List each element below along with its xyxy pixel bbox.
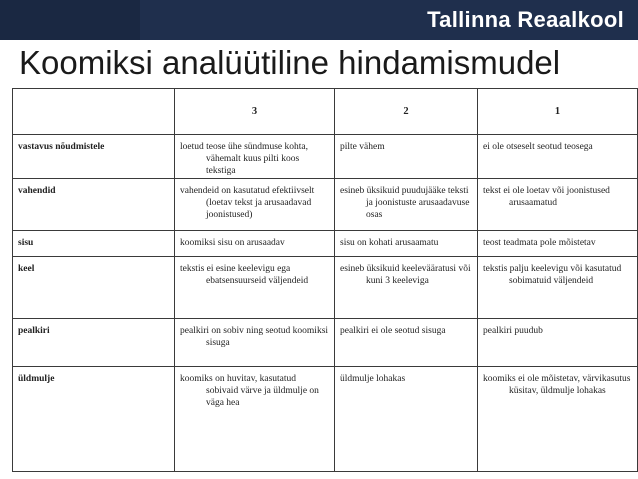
page-title: Koomiksi analüütiline hindamismudel [19, 44, 561, 81]
score-cell: vahendeid on kasutatud efektiivselt (loetav tekst ja arusaadavad joonistused) [175, 179, 335, 231]
score-cell: loetud teose ühe sündmuse kohta, vähemalt kuus pilti koos tekstiga [175, 135, 335, 179]
table-row [13, 231, 638, 257]
rubric-table [12, 88, 638, 472]
score-cell: koomiks ei ole mõistetav, värvikasutus küsitav, üldmulje lohakas [478, 367, 638, 472]
criterion-cell: keel [13, 257, 175, 319]
score-cell: pealkiri on sobiv ning seotud koomiksi sisuga [175, 319, 335, 367]
score-cell: ei ole otseselt seotud teosega [478, 135, 638, 179]
criterion-cell: vastavus nõudmistele [13, 135, 175, 179]
score-cell: esineb üksikuid puudujääke teksti ja joonistuste arusaadavuse osas [335, 179, 478, 231]
score-cell: tekst ei ole loetav või joonistused arusaamatud [478, 179, 638, 231]
score-cell: pilte vähem [335, 135, 478, 179]
column-header-score-2: 2 [335, 89, 478, 135]
score-cell: pealkiri ei ole seotud sisuga [335, 319, 478, 367]
header-bar [0, 0, 638, 40]
score-cell: esineb üksikuid keelevääratusi või kuni 3 keeleviga [335, 257, 478, 319]
table-header-row [13, 89, 638, 135]
table-row [13, 257, 638, 319]
criterion-cell: pealkiri [13, 319, 175, 367]
table-row [13, 319, 638, 367]
score-cell: tekstis palju keelevigu või kasutatud sobimatuid väljendeid [478, 257, 638, 319]
score-cell: üldmulje lohakas [335, 367, 478, 472]
school-name: Tallinna Reaalkool [427, 7, 624, 32]
score-cell: pealkiri puudub [478, 319, 638, 367]
table-row [13, 367, 638, 472]
criterion-cell: sisu [13, 231, 175, 257]
score-cell: koomiks on huvitav, kasutatud sobivaid värve ja üldmulje on väga hea [175, 367, 335, 472]
table-row [13, 135, 638, 179]
column-header-score-1: 1 [478, 89, 638, 135]
score-cell: sisu on kohati arusaamatu [335, 231, 478, 257]
table-row [13, 179, 638, 231]
criterion-cell: üldmulje [13, 367, 175, 472]
header-accent-block [0, 0, 140, 40]
score-cell: tekstis ei esine keelevigu ega ebatsensuurseid väljendeid [175, 257, 335, 319]
column-header-score-3: 3 [175, 89, 335, 135]
score-cell: koomiksi sisu on arusaadav [175, 231, 335, 257]
criterion-cell: vahendid [13, 179, 175, 231]
column-header-criterion [13, 89, 175, 135]
score-cell: teost teadmata pole mõistetav [478, 231, 638, 257]
